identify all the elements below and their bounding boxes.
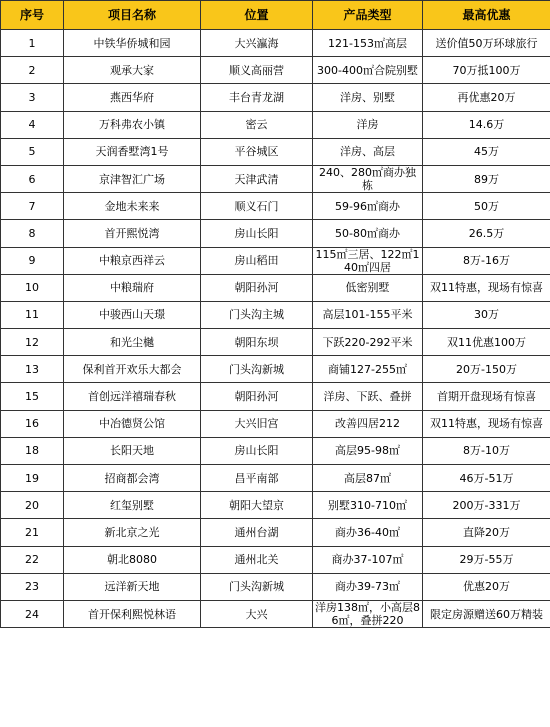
cell-index: 20 [1,492,64,519]
cell-project-name: 远洋新天地 [64,573,201,600]
cell-product-type: 高层87㎡ [313,465,423,492]
table-row [1,546,550,573]
cell-project-name: 中冶德贤公馆 [64,410,201,437]
table-row [1,193,550,220]
cell-index: 4 [1,111,64,138]
cell-location: 顺义高丽营 [201,57,313,84]
cell-max-discount: 70万抵100万 [423,57,550,84]
cell-product-type: 240、280㎡商办独栋 [313,165,423,192]
cell-product-type: 洋房、下跃、叠拼 [313,383,423,410]
table-row [1,274,550,301]
table-row [1,437,550,464]
cell-max-discount: 45万 [423,138,550,165]
table-row [1,573,550,600]
cell-max-discount: 89万 [423,165,550,192]
cell-index: 8 [1,220,64,247]
cell-project-name: 金地未来来 [64,193,201,220]
cell-product-type: 50-80㎡商办 [313,220,423,247]
cell-max-discount: 送价值50万环球旅行 [423,30,550,57]
cell-location: 通州台湖 [201,519,313,546]
table-row [1,600,550,627]
cell-product-type: 商办39-73㎡ [313,573,423,600]
cell-location: 通州北关 [201,546,313,573]
cell-product-type: 低密别墅 [313,274,423,301]
cell-project-name: 中粮京西祥云 [64,247,201,274]
cell-location: 顺义石门 [201,193,313,220]
cell-location: 朝阳大望京 [201,492,313,519]
cell-max-discount: 限定房源赠送60万精装 [423,600,550,627]
cell-product-type: 洋房、别墅 [313,84,423,111]
cell-max-discount: 8万-10万 [423,437,550,464]
cell-max-discount: 26.5万 [423,220,550,247]
cell-project-name: 红玺别墅 [64,492,201,519]
cell-location: 门头沟主城 [201,301,313,328]
cell-index: 9 [1,247,64,274]
header-project-name: 项目名称 [64,1,201,30]
table-row [1,301,550,328]
cell-project-name: 和光尘樾 [64,329,201,356]
cell-project-name: 万科弗农小镇 [64,111,201,138]
cell-product-type: 高层95-98㎡ [313,437,423,464]
table-row [1,138,550,165]
table-row [1,329,550,356]
table-row [1,356,550,383]
cell-index: 23 [1,573,64,600]
table-row [1,465,550,492]
header-product-type: 产品类型 [313,1,423,30]
table-row [1,165,550,192]
cell-location: 朝阳东坝 [201,329,313,356]
cell-product-type: 高层101-155平米 [313,301,423,328]
cell-max-discount: 29万-55万 [423,546,550,573]
cell-max-discount: 8万-16万 [423,247,550,274]
cell-project-name: 首开熙悦湾 [64,220,201,247]
cell-index: 13 [1,356,64,383]
cell-product-type: 洋房138㎡，小高层86㎡，叠拼220 [313,600,423,627]
cell-location: 门头沟新城 [201,573,313,600]
cell-location: 大兴 [201,600,313,627]
cell-project-name: 中骏西山天璟 [64,301,201,328]
cell-product-type: 下跃220-292平米 [313,329,423,356]
cell-index: 1 [1,30,64,57]
header-max-discount: 最高优惠 [423,1,550,30]
cell-location: 朝阳孙河 [201,274,313,301]
table-row [1,220,550,247]
cell-index: 16 [1,410,64,437]
cell-location: 平谷城区 [201,138,313,165]
cell-product-type: 别墅310-710㎡ [313,492,423,519]
cell-project-name: 中铁华侨城和园 [64,30,201,57]
cell-project-name: 中粮瑞府 [64,274,201,301]
table-row [1,57,550,84]
cell-max-discount: 14.6万 [423,111,550,138]
cell-location: 丰台青龙湖 [201,84,313,111]
table-row [1,492,550,519]
cell-index: 18 [1,437,64,464]
cell-project-name: 观承大家 [64,57,201,84]
cell-project-name: 新北京之光 [64,519,201,546]
cell-max-discount: 首期开盘现场有惊喜 [423,383,550,410]
cell-project-name: 天润香墅湾1号 [64,138,201,165]
table-row [1,247,550,274]
cell-max-discount: 双11优惠100万 [423,329,550,356]
cell-project-name: 首开保利熙悦林语 [64,600,201,627]
cell-location: 房山长阳 [201,220,313,247]
table-row [1,111,550,138]
cell-location: 房山长阳 [201,437,313,464]
cell-index: 6 [1,165,64,192]
cell-index: 2 [1,57,64,84]
cell-project-name: 保利首开欢乐大都会 [64,356,201,383]
cell-product-type: 商铺127-255㎡ [313,356,423,383]
cell-index: 21 [1,519,64,546]
cell-location: 昌平南部 [201,465,313,492]
cell-product-type: 商办36-40㎡ [313,519,423,546]
cell-project-name: 朝北8080 [64,546,201,573]
table-row [1,84,550,111]
cell-max-discount: 20万-150万 [423,356,550,383]
table-row [1,30,550,57]
cell-product-type: 洋房 [313,111,423,138]
cell-project-name: 首创远洋禧瑞春秋 [64,383,201,410]
cell-index: 12 [1,329,64,356]
cell-index: 5 [1,138,64,165]
cell-product-type: 121-153㎡高层 [313,30,423,57]
cell-max-discount: 30万 [423,301,550,328]
cell-index: 19 [1,465,64,492]
cell-product-type: 115㎡三居、122㎡140㎡四居 [313,247,423,274]
cell-location: 大兴瀛海 [201,30,313,57]
header-index: 序号 [1,1,64,30]
cell-max-discount: 再优惠20万 [423,84,550,111]
cell-index: 11 [1,301,64,328]
cell-location: 大兴旧宫 [201,410,313,437]
cell-product-type: 改善四居212 [313,410,423,437]
table-row [1,519,550,546]
cell-index: 22 [1,546,64,573]
cell-max-discount: 200万-331万 [423,492,550,519]
cell-location: 天津武清 [201,165,313,192]
cell-location: 房山稻田 [201,247,313,274]
cell-product-type: 300-400㎡合院别墅 [313,57,423,84]
cell-max-discount: 优惠20万 [423,573,550,600]
cell-max-discount: 46万-51万 [423,465,550,492]
cell-max-discount: 直降20万 [423,519,550,546]
cell-location: 朝阳孙河 [201,383,313,410]
cell-project-name: 长阳天地 [64,437,201,464]
header-location: 位置 [201,1,313,30]
cell-project-name: 招商都会湾 [64,465,201,492]
cell-product-type: 洋房、高层 [313,138,423,165]
cell-project-name: 京津智汇广场 [64,165,201,192]
cell-max-discount: 双11特惠，现场有惊喜 [423,274,550,301]
cell-max-discount: 双11特惠，现场有惊喜 [423,410,550,437]
cell-index: 15 [1,383,64,410]
table-header-row [1,1,550,30]
cell-index: 10 [1,274,64,301]
cell-product-type: 59-96㎡商办 [313,193,423,220]
cell-project-name: 燕西华府 [64,84,201,111]
cell-location: 密云 [201,111,313,138]
cell-index: 3 [1,84,64,111]
cell-index: 7 [1,193,64,220]
cell-product-type: 商办37-107㎡ [313,546,423,573]
table-row [1,383,550,410]
cell-location: 门头沟新城 [201,356,313,383]
table-row [1,410,550,437]
cell-max-discount: 50万 [423,193,550,220]
cell-index: 24 [1,600,64,627]
